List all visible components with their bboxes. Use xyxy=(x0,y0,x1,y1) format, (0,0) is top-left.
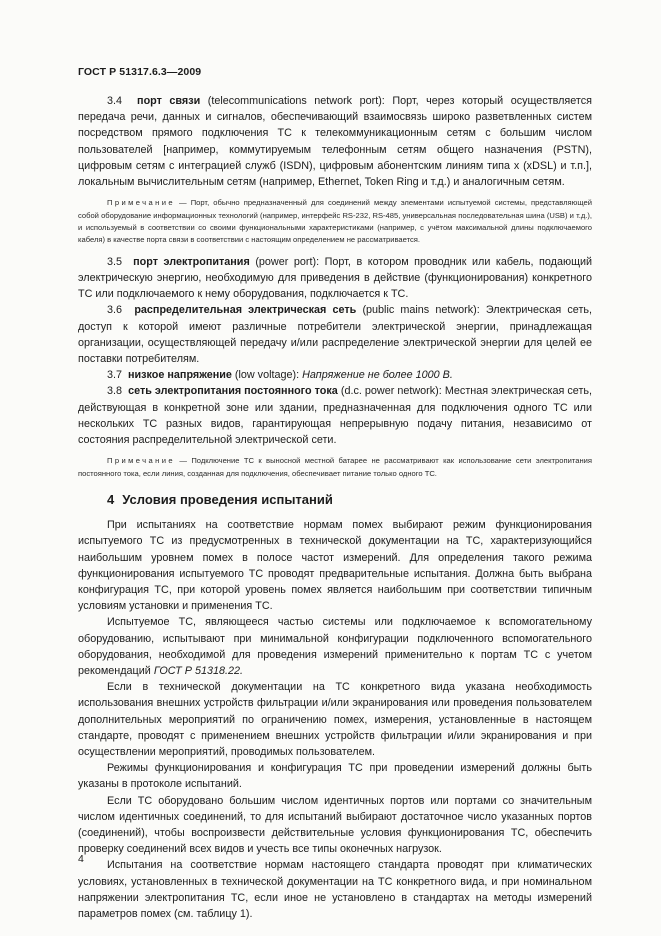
definition-english: (power port): xyxy=(255,255,320,268)
paragraph-text: Испытуемое ТС, являющееся частью системы или подключаемое к вспомогательному оборудованию, испытывают при минимальной конфигурации подключенного вспомогательного оборудования, необходимой для проведения измерений применительно к портам ТС с учетом рекомендаций xyxy=(78,616,592,677)
definition-term: низкое напряжение xyxy=(128,369,232,382)
note-text: — Порт, обычно предназначенный для соединений между элементами испытуемой системы, представляющей собой оборудование информационных технологий (например, интерфейс RS-232, RS-485, универсальная последовательная шина (USB) и т.д.), и используемый в соответствии со своими функциональными характеристиками (например, с учётом максимальной длины подключаемого кабеля) в качестве порта связи в соответствии с настоящим определением не рассматривается. xyxy=(78,198,592,245)
paragraph: При испытаниях на соответствие нормам помех выбирают режим функционирования испытуемого ТС из предусмотренных в технической документации на ТС, характеризующийся наибольшим уровнем помех в полосе частот измерений. Для определения такого режима функционирования испытуемого ТС проводят предварительные испытания. Должна быть выбрана конфигурация ТС, при которой уровень помех является наибольшим при соответствии типичным условиям установки и применения ТС. xyxy=(78,519,592,613)
paragraph: Режимы функционирования и конфигурация ТС при проведении измерений должны быть указаны в протоколе испытаний. xyxy=(78,762,592,791)
definition-number: 3.8 xyxy=(107,385,123,398)
definition-number: 3.5 xyxy=(107,255,123,268)
definition-3-6 xyxy=(78,302,592,367)
definition-3-7 xyxy=(78,367,592,383)
section-title: Условия проведения испытаний xyxy=(122,492,333,508)
paragraph: Если ТС оборудовано большим числом идентичных портов или портами со значительным числом идентичных соединений, то для испытаний выбирают достаточное число указанных портов (соединений), чтобы воспроизвести действительные условия функционирования ТС, обеспечить проверку соединений всех видов и учесть все типы оконечных нагрузок. xyxy=(78,794,592,856)
definition-3-5 xyxy=(78,254,592,303)
note-label: Примечание xyxy=(107,198,175,208)
definition-number: 3.7 xyxy=(107,369,123,382)
paragraph xyxy=(78,614,592,679)
section-heading xyxy=(107,492,592,507)
definition-english: (public mains network): xyxy=(362,304,480,317)
definition-text: Местная электрическая сеть, действующая в конкретной зоне или здании, предназначенная для подключения одного ТС или нескольких ТС разных видов, гарантирующая непрерывную подачу питания, независимо от состояния распределительной электрической сети. xyxy=(78,385,593,447)
note-2 xyxy=(78,455,592,480)
definition-term: распределительная электрическая сеть xyxy=(134,304,357,317)
definition-english: (d.c. power network): xyxy=(340,385,442,398)
note-text: — Подключение ТС к выносной местной батарее не рассматривают как использование сети электропитания постоянного тока, если линия, созданная для подключения, обеспечивает питание только одного ТС. xyxy=(78,456,592,478)
page-number: 4 xyxy=(78,853,84,865)
definition-text: Порт, через который осуществляется передача речи, данных и сигналов, обеспечивающий взаимосвязь широко разветвленных систем посредством прямого подключения ТС к телекоммуникационным сетям с большим числом пользователей [например, коммутируемым телефонным сетям общего назначения (PSTN), цифровым сетям с интеграцией служб (ISDN), цифровым абонентским линиям типа x (xDSL) и т.п.], локальным вычислительным сетям (например, Ethernet, Token Ring и т.д.) и аналогичным сетям. xyxy=(78,95,592,189)
section-number: 4 xyxy=(107,492,115,508)
document-body xyxy=(78,93,592,922)
note-label: Примечание xyxy=(107,456,175,466)
definition-term: порт связи xyxy=(137,95,201,107)
definition-text: Электрическая сеть, доступ к которой имеют различные потребители электрической энергии, принадлежащая организации, осуществляющей передачу и/или распределение электрической энергии для целей ее поставки потребителям. xyxy=(78,304,593,366)
paragraph: Испытания на соответствие нормам настоящего стандарта проводят при климатических условиях, установленных в технической документации на ТС конкретного вида, и при номинальном напряжении электропитания ТС, если иное не установлено в стандартах на методы измерений параметров помех (см. таблицу 1). xyxy=(78,859,592,920)
definition-number: 3.4 xyxy=(107,95,123,107)
definition-3-8 xyxy=(78,383,592,448)
definition-term: сеть электропитания постоянного тока xyxy=(128,385,338,398)
definition-english: (low voltage): xyxy=(234,369,300,382)
standard-reference: ГОСТ Р 51318.22. xyxy=(153,664,243,677)
definition-number: 3.6 xyxy=(107,304,123,317)
note-1 xyxy=(78,197,592,247)
definition-text: Порт, в котором проводник или кабель, подающий электрическую энергию, необходимую для приведения в действие (функционирования) конкретного ТС или подключаемого к нему оборудования, подключается к ТС. xyxy=(78,255,593,301)
definition-text: Напряжение не более 1000 В. xyxy=(302,369,453,382)
paragraph: Если в технической документации на ТС конкретного вида указана необходимость использования внешних устройств фильтрации и/или экранирования или проведения пользователем дополнительных мероприятий по ограничению помех, измерения, установленные в настоящем стандарте, проводят с применением внешних устройств фильтрации и/или экранирования и при осуществлении мероприятий, проводимых пользователем. xyxy=(78,681,592,758)
definition-term: порт электропитания xyxy=(133,255,250,268)
document-header: ГОСТ Р 51317.6.3—2009 xyxy=(78,66,202,78)
definition-3-4 xyxy=(78,93,592,190)
definition-english: (telecommunications network port): xyxy=(207,95,385,107)
